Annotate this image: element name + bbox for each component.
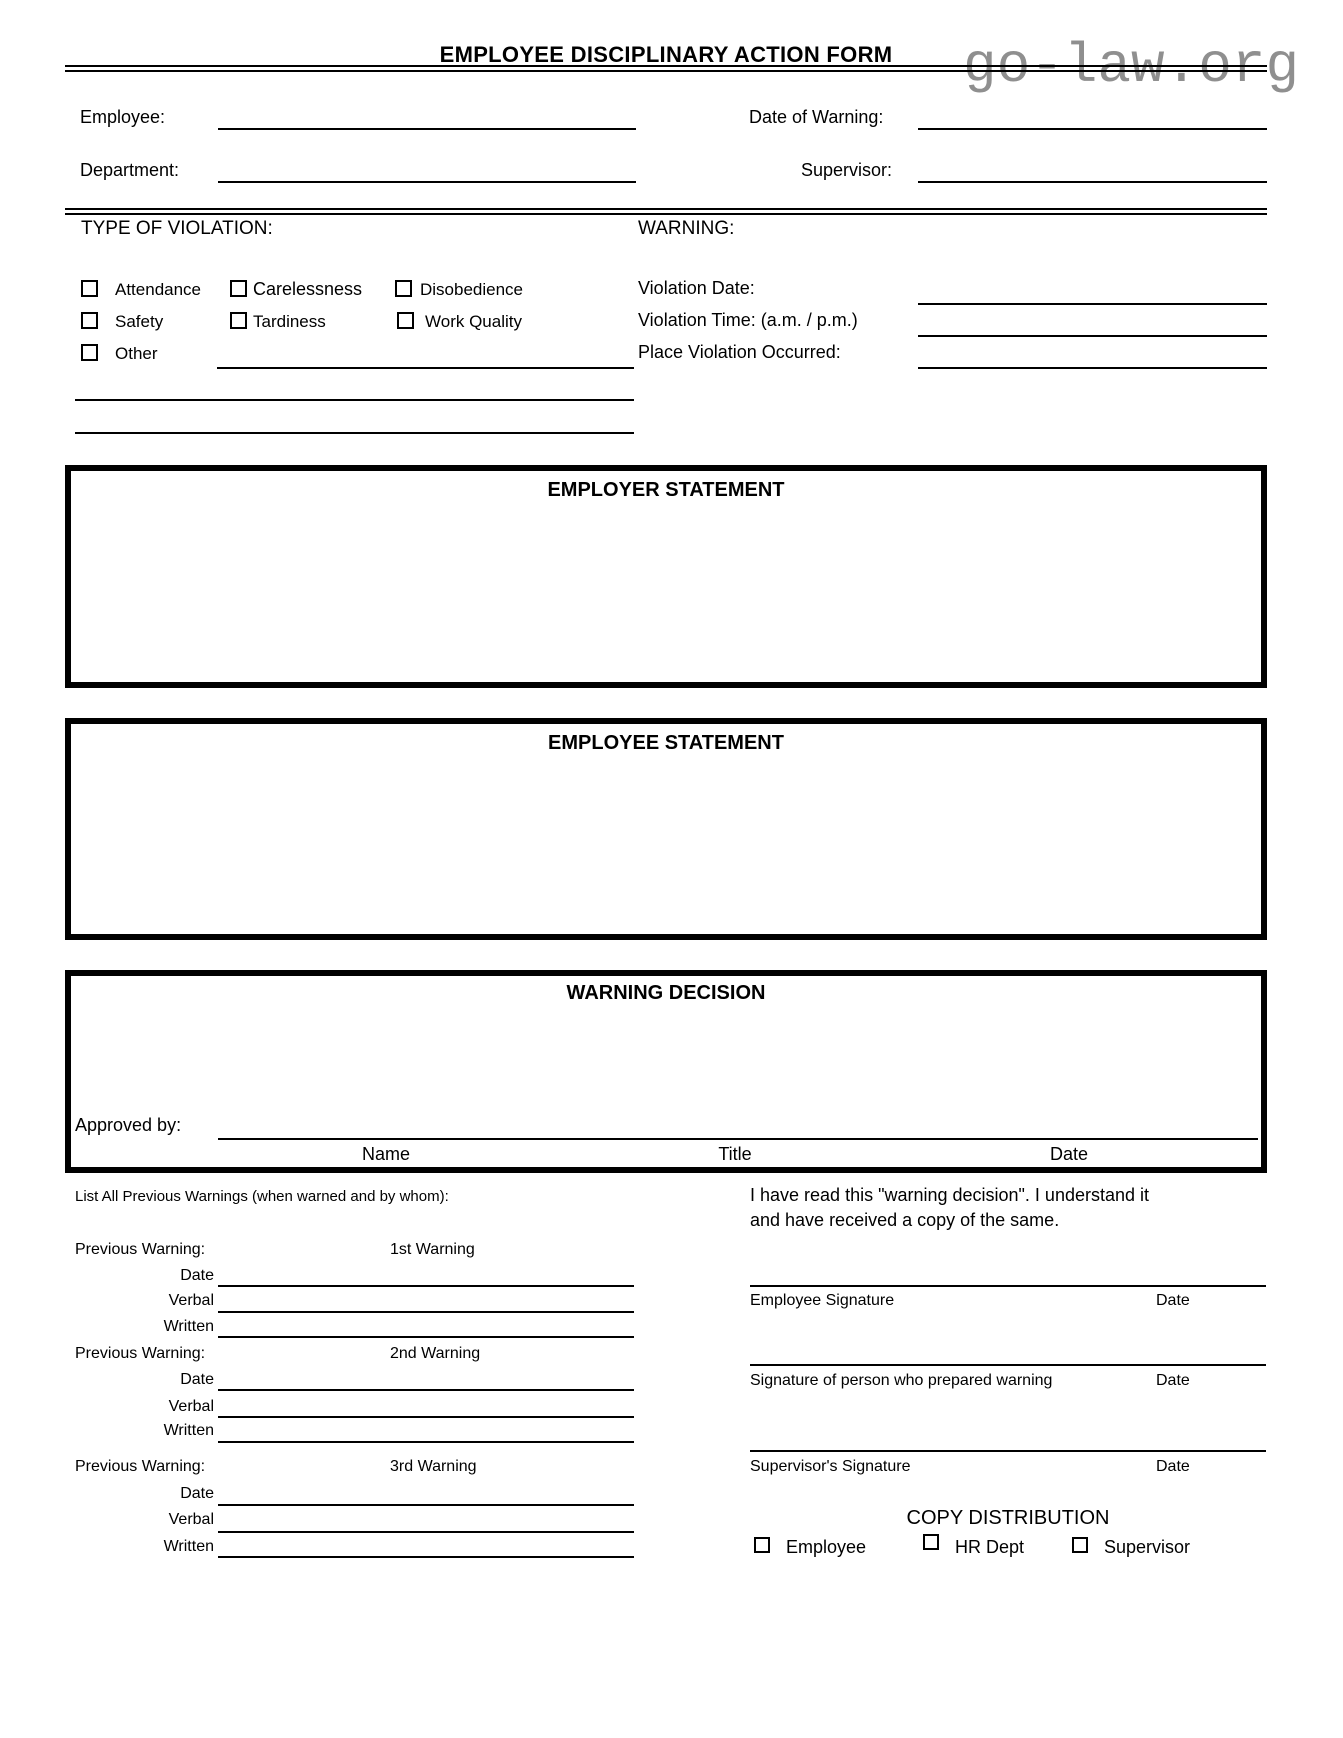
tardiness-label: Tardiness bbox=[253, 312, 326, 331]
approved-by-label: Approved by: bbox=[75, 1115, 182, 1135]
employer-statement-box[interactable] bbox=[65, 465, 1267, 688]
warning2-date-field[interactable] bbox=[218, 1389, 634, 1391]
violation-time-field[interactable] bbox=[918, 335, 1267, 337]
employee-signature-field[interactable] bbox=[750, 1285, 1266, 1287]
second-warning-label: 2nd Warning bbox=[390, 1345, 481, 1362]
employer-statement-title: EMPLOYER STATEMENT bbox=[547, 479, 785, 501]
safety-checkbox[interactable] bbox=[81, 312, 98, 329]
previous-warnings-heading: List All Previous Warnings (when warned and by whom): bbox=[75, 1188, 449, 1205]
copy-employee-label: Employee bbox=[786, 1537, 867, 1557]
warning1-verbal-label: Verbal bbox=[168, 1292, 214, 1309]
employee-label: Employee: bbox=[80, 107, 166, 127]
warning1-written-field[interactable] bbox=[218, 1336, 634, 1338]
other-description-field-3[interactable] bbox=[75, 432, 634, 434]
section-divider bbox=[65, 208, 1267, 215]
date-of-warning-field[interactable] bbox=[918, 128, 1267, 130]
approved-by-field[interactable] bbox=[218, 1138, 1258, 1140]
warning1-written-label: Written bbox=[163, 1318, 214, 1335]
form-title: EMPLOYEE DISCIPLINARY ACTION FORM bbox=[439, 42, 893, 67]
warning2-date-label: Date bbox=[180, 1371, 214, 1388]
warning-decision-title: WARNING DECISION bbox=[566, 982, 766, 1004]
warning1-verbal-field[interactable] bbox=[218, 1311, 634, 1313]
warning3-written-field[interactable] bbox=[218, 1556, 634, 1558]
third-warning-label: 3rd Warning bbox=[390, 1458, 477, 1475]
violation-time-label: Violation Time: (a.m. / p.m.) bbox=[638, 310, 858, 330]
date-of-warning-label: Date of Warning: bbox=[749, 107, 884, 127]
work-quality-label: Work Quality bbox=[425, 312, 522, 331]
type-of-violation-heading: TYPE OF VIOLATION: bbox=[81, 218, 273, 239]
other-checkbox[interactable] bbox=[81, 344, 98, 361]
department-field[interactable] bbox=[218, 181, 636, 183]
warning3-written-label: Written bbox=[163, 1538, 214, 1555]
preparer-signature-field[interactable] bbox=[750, 1364, 1266, 1366]
supervisor-label: Supervisor: bbox=[801, 160, 893, 180]
warning3-date-field[interactable] bbox=[218, 1504, 634, 1506]
copy-employee-checkbox[interactable] bbox=[754, 1537, 770, 1553]
carelessness-label: Carelessness bbox=[253, 279, 363, 299]
approved-name-column: Name bbox=[361, 1144, 410, 1164]
copy-supervisor-label: Supervisor bbox=[1104, 1537, 1191, 1557]
acknowledgement-line2: and have received a copy of the same. bbox=[750, 1210, 1060, 1230]
approved-date-column: Date bbox=[1049, 1144, 1089, 1164]
employee-signature-date-label: Date bbox=[1156, 1292, 1190, 1309]
copy-hr-dept-label: HR Dept bbox=[955, 1537, 1025, 1557]
violation-date-field[interactable] bbox=[918, 303, 1267, 305]
disobedience-label: Disobedience bbox=[420, 280, 524, 299]
warning3-verbal-label: Verbal bbox=[168, 1511, 214, 1528]
employee-field[interactable] bbox=[218, 128, 636, 130]
other-description-field[interactable] bbox=[217, 367, 634, 369]
previous-warning-label-1: Previous Warning: bbox=[75, 1241, 206, 1258]
place-violation-label: Place Violation Occurred: bbox=[638, 342, 841, 362]
warning-heading: WARNING: bbox=[638, 218, 735, 239]
employee-signature-label: Employee Signature bbox=[750, 1292, 895, 1309]
supervisor-signature-label: Supervisor's Signature bbox=[750, 1458, 911, 1475]
supervisor-field[interactable] bbox=[918, 181, 1267, 183]
previous-warning-label-3: Previous Warning: bbox=[75, 1458, 206, 1475]
warning2-verbal-label: Verbal bbox=[168, 1398, 214, 1415]
warning3-date-label: Date bbox=[180, 1485, 214, 1502]
safety-label: Safety bbox=[115, 312, 164, 331]
warning2-written-label: Written bbox=[163, 1422, 214, 1439]
warning1-date-label: Date bbox=[180, 1267, 214, 1284]
copy-supervisor-checkbox[interactable] bbox=[1072, 1537, 1088, 1553]
employee-statement-title: EMPLOYEE STATEMENT bbox=[548, 732, 784, 754]
other-description-field-2[interactable] bbox=[75, 399, 634, 401]
supervisor-signature-field[interactable] bbox=[750, 1450, 1266, 1452]
other-label: Other bbox=[115, 344, 158, 363]
attendance-checkbox[interactable] bbox=[81, 280, 98, 297]
warning3-verbal-field[interactable] bbox=[218, 1531, 634, 1533]
warning2-written-field[interactable] bbox=[218, 1441, 634, 1443]
department-label: Department: bbox=[80, 160, 180, 180]
disobedience-checkbox[interactable] bbox=[395, 280, 412, 297]
header-divider bbox=[65, 65, 1267, 72]
acknowledgement-line1: I have read this "warning decision". I understand it bbox=[750, 1185, 1150, 1205]
copy-distribution-heading: COPY DISTRIBUTION bbox=[906, 1507, 1110, 1529]
warning2-verbal-field[interactable] bbox=[218, 1416, 634, 1418]
copy-hr-dept-checkbox[interactable] bbox=[923, 1534, 939, 1550]
violation-date-label: Violation Date: bbox=[638, 278, 755, 298]
carelessness-checkbox[interactable] bbox=[230, 280, 247, 297]
place-violation-field[interactable] bbox=[918, 367, 1267, 369]
tardiness-checkbox[interactable] bbox=[230, 312, 247, 329]
warning1-date-field[interactable] bbox=[218, 1285, 634, 1287]
preparer-signature-date-label: Date bbox=[1156, 1372, 1190, 1389]
attendance-label: Attendance bbox=[115, 280, 202, 299]
preparer-signature-label: Signature of person who prepared warning bbox=[750, 1372, 1053, 1389]
employee-statement-box[interactable] bbox=[65, 718, 1267, 940]
first-warning-label: 1st Warning bbox=[390, 1241, 475, 1258]
supervisor-signature-date-label: Date bbox=[1156, 1458, 1190, 1475]
work-quality-checkbox[interactable] bbox=[397, 312, 414, 329]
previous-warning-label-2: Previous Warning: bbox=[75, 1345, 206, 1362]
watermark: go-law.org bbox=[963, 34, 1300, 98]
approved-title-column: Title bbox=[718, 1144, 752, 1164]
